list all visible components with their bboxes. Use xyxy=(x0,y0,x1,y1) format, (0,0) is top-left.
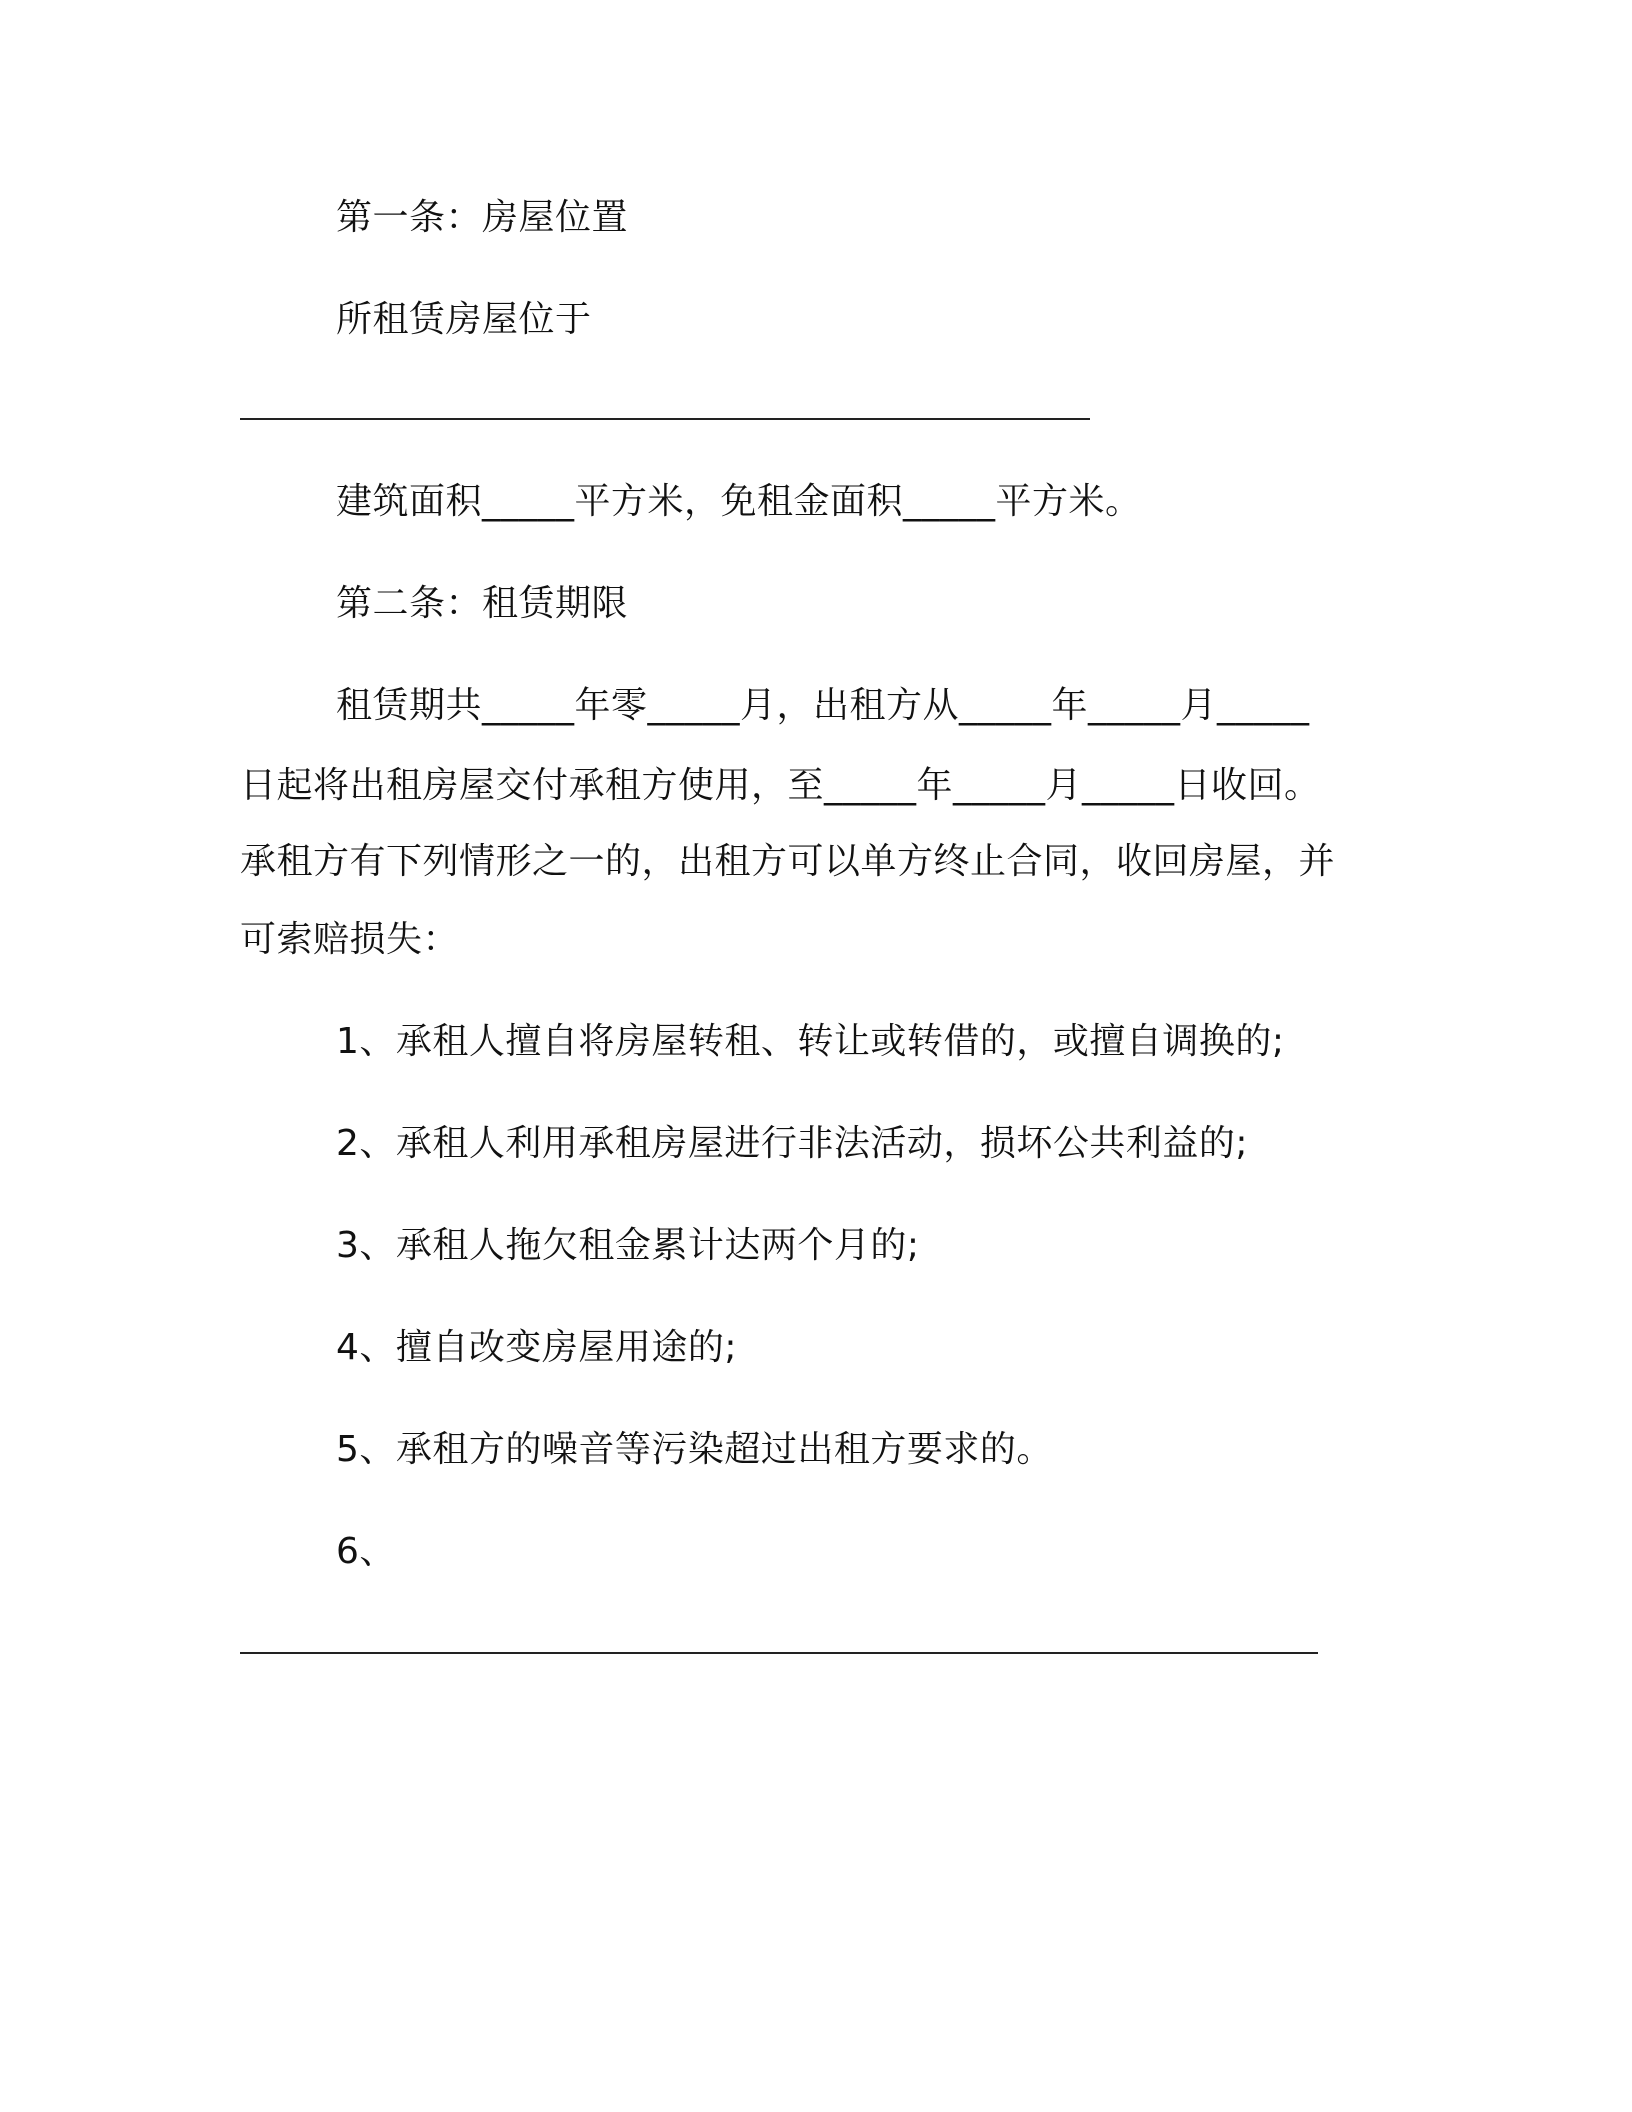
article1-area-text: 建筑面积_____平方米，免租金面积_____平方米。 xyxy=(336,481,1142,522)
article2-termination-line1: 承租方有下列情形之一的，出租方可以单方终止合同，收回房屋，并 xyxy=(240,841,1336,882)
article2-termination-line2: 可索赔损失： xyxy=(240,919,460,960)
list-item: 6、 xyxy=(336,1531,396,1572)
list-item: 1、承租人擅自将房屋转租、转让或转借的，或擅自调换的; xyxy=(336,1021,1285,1062)
article2-heading: 第二条：租赁期限 xyxy=(336,583,629,624)
article2-term-line1: 租赁期共_____年零_____月，出租方从_____年_____月_____ xyxy=(336,685,1310,726)
list-item: 2、承租人利用承租房屋进行非法活动，损坏公共利益的; xyxy=(336,1123,1249,1164)
location-blank-line xyxy=(240,418,1090,420)
article1-heading: 第一条：房屋位置 xyxy=(336,197,629,238)
item6-blank-line xyxy=(240,1652,1318,1654)
article1-location-text: 所租赁房屋位于 xyxy=(336,299,592,340)
article2-term-line2: 日起将出租房屋交付承租方使用，至_____年_____月_____日收回。 xyxy=(240,765,1321,806)
list-item: 3、承租人拖欠租金累计达两个月的; xyxy=(336,1225,920,1266)
list-item: 5、承租方的噪音等污染超过出租方要求的。 xyxy=(336,1429,1053,1470)
list-item: 4、擅自改变房屋用途的; xyxy=(336,1327,738,1368)
